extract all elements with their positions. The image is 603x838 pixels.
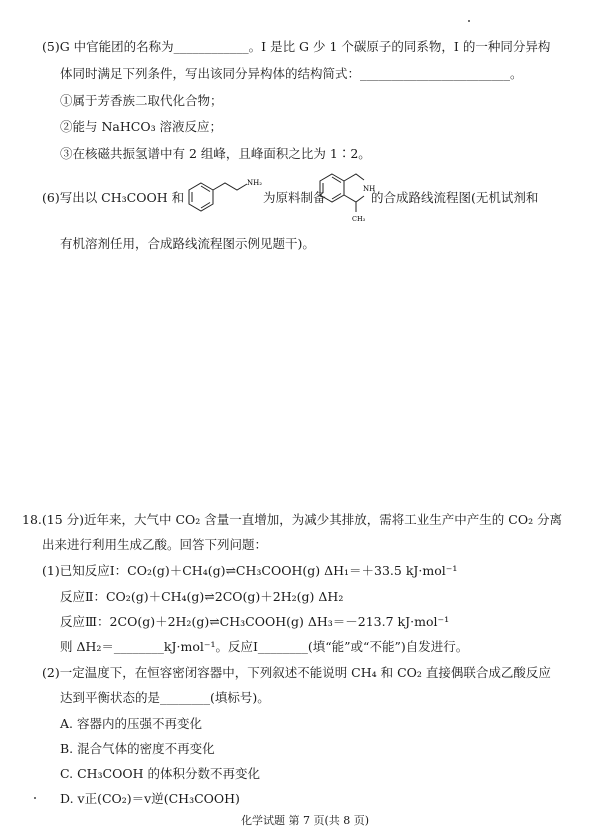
nh-label: NH [363, 185, 376, 193]
option-c: C. CH₃COOH 的体积分数不再变化 [60, 766, 260, 781]
q17-6-prefix: (6)写出以 CH₃COOH 和 [42, 190, 185, 205]
q17-5-line2: 体同时满足下列条件，写出该同分异构体的结构简式：________________________。 [60, 66, 523, 81]
q17-6-line2: 有机溶剂任用，合成路线流程图示例见题干)。 [60, 236, 315, 251]
condition-2: ②能与 NaHCO₃ 溶液反应； [60, 119, 223, 134]
reaction-3: 反应Ⅲ：2CO(g)＋2H₂(g)⇌CH₃COOH(g) ΔH₃＝－213.7 kJ·mol⁻¹ [60, 614, 450, 629]
q17-6-mid: 为原料制备 [263, 190, 326, 205]
tetrahydroisoquinoline-structure [316, 164, 374, 224]
speck-mark [34, 797, 36, 799]
q18-2-line2: 达到平衡状态的是________(填标号)。 [60, 690, 270, 705]
q17-6-suffix: 的合成路线流程图(无机试剂和 [371, 190, 539, 205]
ch3-label: CH₃ [352, 215, 366, 223]
reaction-2: 反应Ⅱ：CO₂(g)＋CH₄(g)⇌2CO(g)＋2H₂(g) ΔH₂ [60, 589, 344, 604]
nh2-label: NH₂ [247, 179, 263, 187]
q18-line2: 出来进行利用生成乙酸。回答下列问题： [42, 537, 268, 552]
q18-2-line1: (2)一定温度下，在恒容密闭容器中，下列叙述不能说明 CH₄ 和 CO₂ 直接偶联合成乙酸反应 [42, 665, 551, 680]
q18-1-ask: 则 ΔH₂＝________kJ·mol⁻¹。反应Ⅰ________(填“能”或“不能”)自发进行。 [60, 639, 469, 654]
option-a: A. 容器内的压强不再变化 [60, 716, 202, 731]
reaction-1: (1)已知反应Ⅰ：CO₂(g)＋CH₄(g)⇌CH₃COOH(g) ΔH₁＝＋33.5 kJ·mol⁻¹ [42, 563, 458, 578]
option-d: D. v正(CO₂)＝v逆(CH₃COOH) [60, 791, 240, 806]
condition-3: ③在核磁共振氢谱中有 2 组峰，且峰面积之比为 1∶2。 [60, 146, 371, 161]
option-b: B. 混合气体的密度不再变化 [60, 741, 215, 756]
q17-5-line1: (5)G 中官能团的名称为____________。I 是比 G 少 1 个碳原子的同系物，I 的一种同分异构 [42, 39, 551, 54]
phenethylamine-structure [181, 173, 263, 217]
page-footer: 化学试题 第 7 页(共 8 页) [241, 814, 370, 827]
q18-line1: 18.(15 分)近年来，大气中 CO₂ 含量一直增加，为减少其排放，需将工业生产中产生的 CO₂ 分离 [22, 512, 563, 527]
condition-1: ①属于芳香族二取代化合物； [60, 93, 223, 108]
speck-mark [468, 20, 470, 22]
